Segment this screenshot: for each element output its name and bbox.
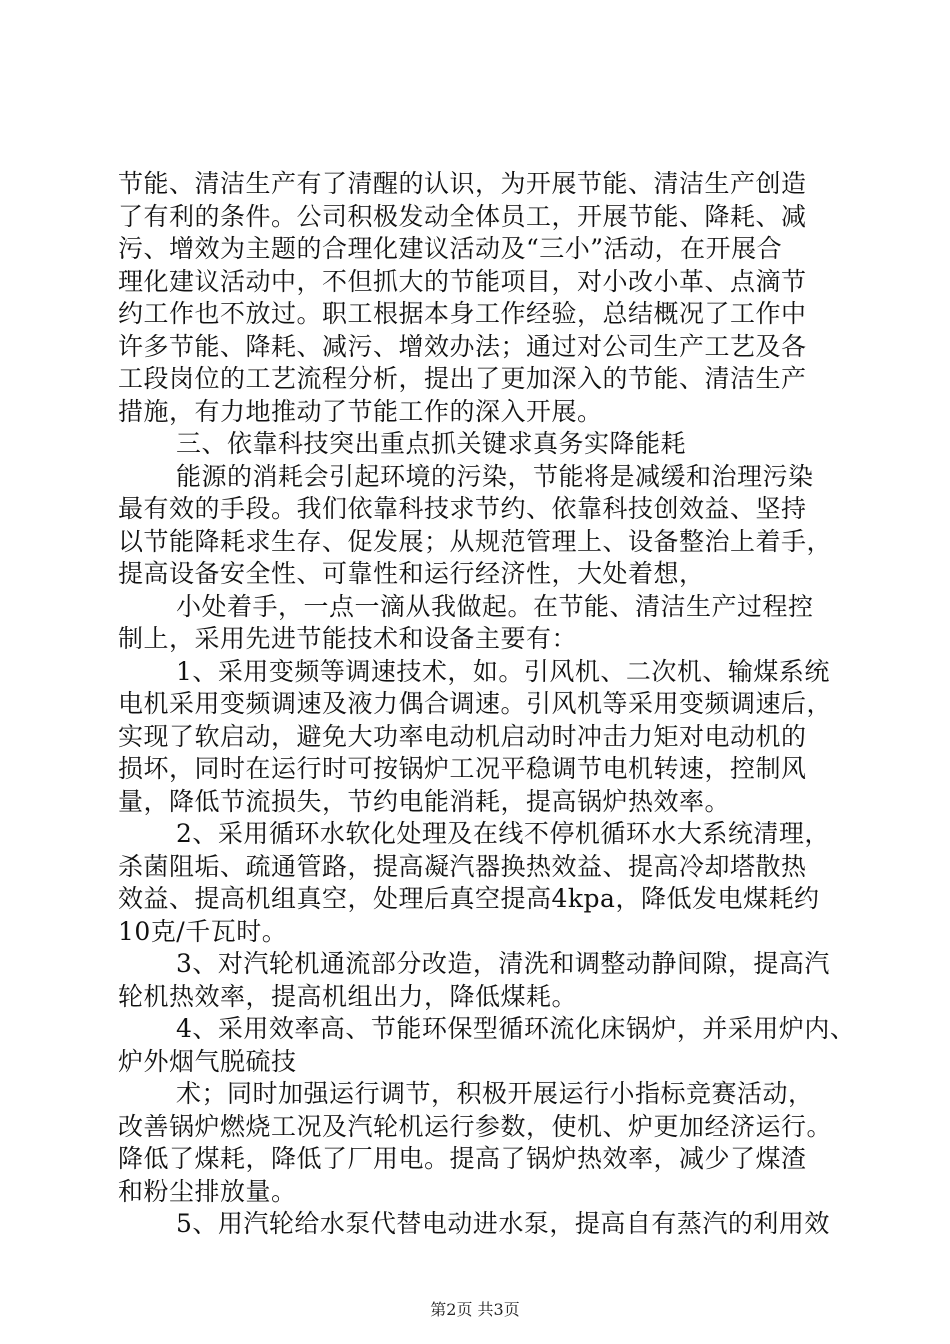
text-line: 理化建议活动中，不但抓大的节能项目，对小改小革、点滴节 bbox=[118, 266, 807, 296]
text-line: 轮机热效率，提高机组出力，降低煤耗。 bbox=[118, 981, 578, 1011]
text-line: 三、依靠科技突出重点抓关键求真务实降能耗 bbox=[176, 429, 687, 458]
page-number-footer: 第2页 共3页 bbox=[430, 1300, 520, 1319]
text-line: 损坏，同时在运行时可按锅炉工况平稳调节电机转速，控制风 bbox=[118, 754, 807, 783]
text-line: 效益、提高机组真空，处理后真空提高4kpa，降低发电煤耗约 bbox=[118, 884, 820, 913]
text-line: 以节能降耗求生存、促发展；从规范管理上、设备整治上着手， bbox=[118, 526, 833, 556]
text-line: 最有效的手段。我们依靠科技求节约、依靠科技创效益、坚持 bbox=[118, 494, 807, 523]
text-line: 制上，采用先进节能技术和设备主要有： bbox=[118, 624, 578, 653]
text-line: 1、采用变频等调速技术，如。引风机、二次机、输煤系统 bbox=[176, 656, 830, 686]
text-line: 节能、清洁生产有了清醒的认识，为开展节能、清洁生产创造 bbox=[118, 169, 807, 198]
text-line: 炉外烟气脱硫技 bbox=[118, 1046, 297, 1076]
text-line: 约工作也不放过。职工根据本身工作经验，总结概况了工作中 bbox=[118, 299, 807, 328]
text-line: 和粉尘排放量。 bbox=[118, 1176, 297, 1206]
text-line: 工段岗位的工艺流程分析，提出了更加深入的节能、清洁生产 bbox=[118, 364, 807, 393]
text-line: 术；同时加强运行调节，积极开展运行小指标竞赛活动， bbox=[176, 1079, 814, 1108]
text-line: 污、增效为主题的合理化建议活动及“三小”活动，在开展合 bbox=[118, 234, 783, 263]
text-line: 电机采用变频调速及液力偶合调速。引风机等采用变频调速后， bbox=[118, 689, 833, 718]
text-line: 10克/千瓦时。 bbox=[118, 916, 288, 946]
text-line: 了有利的条件。公司积极发动全体员工，开展节能、降耗、减 bbox=[118, 201, 807, 231]
text-line: 小处着手，一点一滴从我做起。在节能、清洁生产过程控 bbox=[176, 591, 814, 621]
text-line: 2、采用循环水软化处理及在线不停机循环水大系统清理， bbox=[176, 819, 830, 848]
document-body bbox=[118, 168, 856, 1241]
text-line: 改善锅炉燃烧工况及汽轮机运行参数，使机、炉更加经济运行。 bbox=[118, 1111, 833, 1141]
text-line: 提高设备安全性、可靠性和运行经济性，大处着想， bbox=[118, 559, 705, 588]
text-line: 许多节能、降耗、减污、增效办法；通过对公司生产工艺及各 bbox=[118, 331, 807, 361]
text-line: 措施，有力地推动了节能工作的深入开展。 bbox=[118, 396, 603, 426]
text-line: 4、采用效率高、节能环保型循环流化床锅炉，并采用炉内、 bbox=[176, 1014, 856, 1043]
text-line: 能源的消耗会引起环境的污染，节能将是减缓和治理污染 bbox=[176, 461, 814, 491]
text-line: 5、用汽轮给水泵代替电动进水泵，提高自有蒸汽的利用效 bbox=[176, 1209, 830, 1238]
text-line: 实现了软启动，避免大功率电动机启动时冲击力矩对电动机的 bbox=[118, 721, 807, 751]
text-line: 3、对汽轮机通流部分改造，清洗和调整动静间隙，提高汽 bbox=[176, 949, 830, 978]
text-line: 降低了煤耗，降低了厂用电。提高了锅炉热效率，减少了煤渣 bbox=[118, 1144, 807, 1173]
text-line: 量，降低节流损失，节约电能消耗，提高锅炉热效率。 bbox=[118, 786, 731, 816]
text-line: 杀菌阻垢、疏通管路，提高凝汽器换热效益、提高冷却塔散热 bbox=[118, 851, 807, 881]
